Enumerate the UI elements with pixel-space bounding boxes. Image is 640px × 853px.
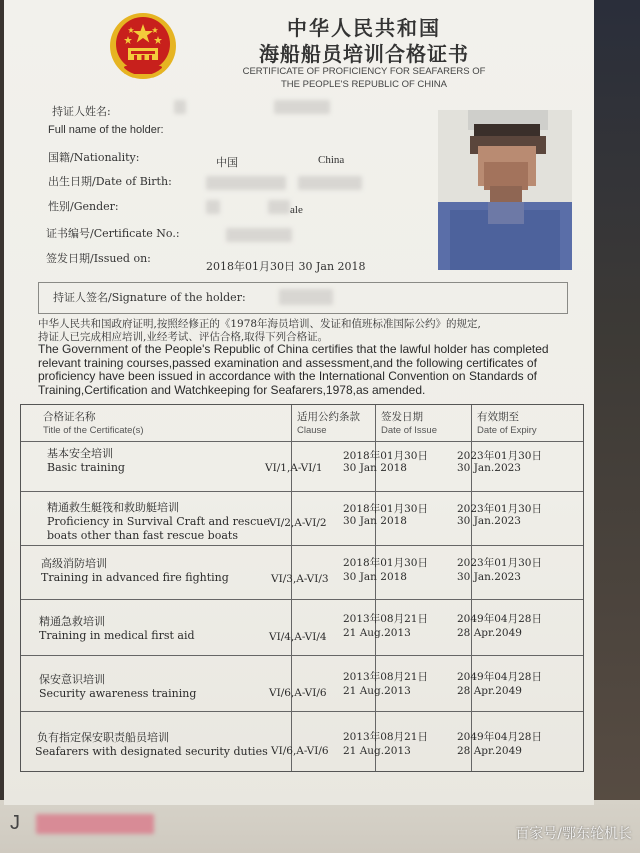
title-english-line1: CERTIFICATE OF PROFICIENCY FOR SEAFARERS OF	[242, 66, 486, 77]
row3-issue-cn: 2018年01月30日	[343, 557, 428, 569]
title-chinese-line2: 海船船员培训合格证书	[259, 42, 469, 66]
row6-clause: VI/6,A-VI/6	[271, 745, 329, 757]
table-row-rule	[21, 655, 583, 656]
row2-expiry-cn: 2023年01月30日	[457, 503, 542, 515]
redacted-name-mark	[174, 100, 186, 114]
row1-issue-cn: 2018年01月30日	[343, 450, 428, 462]
row4-issue-en: 21 Aug.2013	[343, 627, 411, 639]
signature-box	[38, 282, 568, 314]
redacted-footer	[36, 814, 154, 834]
redacted-signature	[279, 289, 333, 305]
certificates-table	[20, 404, 584, 772]
row2-title-en-line2: boats other than fast rescue boats	[47, 529, 238, 542]
national-emblem-icon	[104, 10, 182, 84]
redacted-gender-cn	[206, 200, 220, 214]
header-expiry-cn: 有效期至	[477, 411, 519, 423]
row6-title-en: Seafarers with designated security duties	[35, 745, 268, 758]
signature-label: 持证人签名/Signature of the holder:	[53, 291, 246, 304]
row5-expiry-en: 28 Apr.2049	[457, 685, 522, 697]
table-row-rule	[21, 711, 583, 712]
row3-expiry-cn: 2023年01月30日	[457, 557, 542, 569]
row4-clause: VI/4,A-VI/4	[269, 631, 327, 643]
row3-clause: VI/3,A-VI/3	[271, 573, 329, 585]
gender-label: 性别/Gender:	[48, 200, 119, 213]
gender-value: ale	[290, 204, 303, 216]
row5-title-en: Security awareness training	[39, 687, 197, 700]
row2-issue-en: 30 Jan 2018	[343, 515, 407, 527]
redacted-dob-en	[298, 176, 362, 190]
row4-issue-cn: 2013年08月21日	[343, 613, 428, 625]
row3-title-cn: 高级消防培训	[41, 557, 107, 570]
row4-expiry-cn: 2049年04月28日	[457, 613, 542, 625]
header-issue-en: Date of Issue	[381, 425, 437, 436]
row6-issue-cn: 2013年08月21日	[343, 731, 428, 743]
statement-chinese	[38, 318, 578, 344]
statement-english: The Government of the People's Republic of China certifies that the lawful holder has completed relevant training courses,passed examination and assessment,and the following certificates of proficiency have been issued in accordance with the International Convention on Standards of Training,Certification and Watchkeeping for Seafarers,1978,as amended.	[38, 342, 549, 397]
title-english-line2: THE PEOPLE'S REPUBLIC OF CHINA	[281, 79, 447, 90]
issued-on-label: 签发日期/Issued on:	[46, 252, 151, 265]
row2-issue-cn: 2018年01月30日	[343, 503, 428, 515]
issued-on-value: 2018年01月30日 30 Jan 2018	[206, 260, 366, 273]
row5-issue-cn: 2013年08月21日	[343, 671, 428, 683]
header-title-cn: 合格证名称	[43, 411, 96, 423]
table-header-rule	[21, 441, 583, 442]
table-row-rule	[21, 599, 583, 600]
row1-issue-en: 30 Jan 2018	[343, 462, 407, 474]
row6-expiry-en: 28 Apr.2049	[457, 745, 522, 757]
row4-title-en: Training in medical first aid	[39, 629, 195, 642]
header-clause-cn: 适用公约条款	[297, 411, 360, 423]
row4-title-cn: 精通急救培训	[39, 615, 105, 628]
table-divider-1	[291, 405, 292, 771]
row5-clause: VI/6,A-VI/6	[269, 687, 327, 699]
holder-photo	[438, 110, 572, 270]
row1-title-cn: 基本安全培训	[47, 447, 113, 460]
nationality-value-en: China	[318, 154, 345, 166]
date-of-birth-label: 出生日期/Date of Birth:	[48, 175, 172, 188]
header-issue-cn: 签发日期	[381, 411, 423, 423]
footer-mark: J	[10, 812, 20, 834]
row6-issue-en: 21 Aug.2013	[343, 745, 411, 757]
row5-issue-en: 21 Aug.2013	[343, 685, 411, 697]
holder-name-label-en: Full name of the holder:	[48, 124, 164, 136]
row4-expiry-en: 28 Apr.2049	[457, 627, 522, 639]
table-row-rule	[21, 491, 583, 492]
statement-chinese-line2: 持证人已完成相应培训,业经考试、评估合格,取得下列合格证。	[38, 331, 329, 343]
header-clause-en: Clause	[297, 425, 327, 436]
row3-expiry-en: 30 Jan.2023	[457, 571, 521, 583]
table-row-rule	[21, 545, 583, 546]
redacted-dob-cn	[206, 176, 286, 190]
title-chinese-line1: 中华人民共和国	[287, 16, 441, 40]
holder-name-label-cn: 持证人姓名:	[52, 105, 111, 118]
row5-expiry-cn: 2049年04月28日	[457, 671, 542, 683]
watermark: 百家号/鄂东轮机长	[515, 826, 632, 842]
statement-chinese-line1: 中华人民共和国政府证明,按照经修正的《1978年海员培训、发证和值班标准国际公约》的规定,	[38, 318, 481, 330]
row3-title-en: Training in advanced fire fighting	[41, 571, 229, 584]
row1-clause: VI/1,A-VI/1	[265, 462, 323, 474]
row2-expiry-en: 30 Jan.2023	[457, 515, 521, 527]
nationality-value-cn: 中国	[216, 156, 238, 169]
row1-expiry-en: 30 Jan.2023	[457, 462, 521, 474]
header-expiry-en: Date of Expiry	[477, 425, 537, 436]
row6-title-cn: 负有指定保安职责船员培训	[37, 731, 169, 744]
certificate-number-label: 证书编号/Certificate No.:	[46, 227, 180, 240]
row2-title-cn: 精通救生艇筏和救助艇培训	[47, 501, 179, 514]
row1-expiry-cn: 2023年01月30日	[457, 450, 542, 462]
row1-title-en: Basic training	[47, 461, 125, 474]
row2-title-en: Proficiency in Survival Craft and rescue	[47, 515, 270, 528]
header-title-en: Title of the Certificate(s)	[43, 425, 144, 436]
row5-title-cn: 保安意识培训	[39, 673, 105, 686]
row6-expiry-cn: 2049年04月28日	[457, 731, 542, 743]
row2-clause: VI/2,A-VI/2	[269, 517, 327, 529]
row3-issue-en: 30 Jan 2018	[343, 571, 407, 583]
nationality-label: 国籍/Nationality:	[48, 151, 140, 164]
redacted-gender-en	[268, 200, 290, 214]
redacted-certificate-number	[226, 228, 292, 242]
redacted-name	[274, 100, 330, 114]
certificate-paper	[4, 0, 594, 805]
